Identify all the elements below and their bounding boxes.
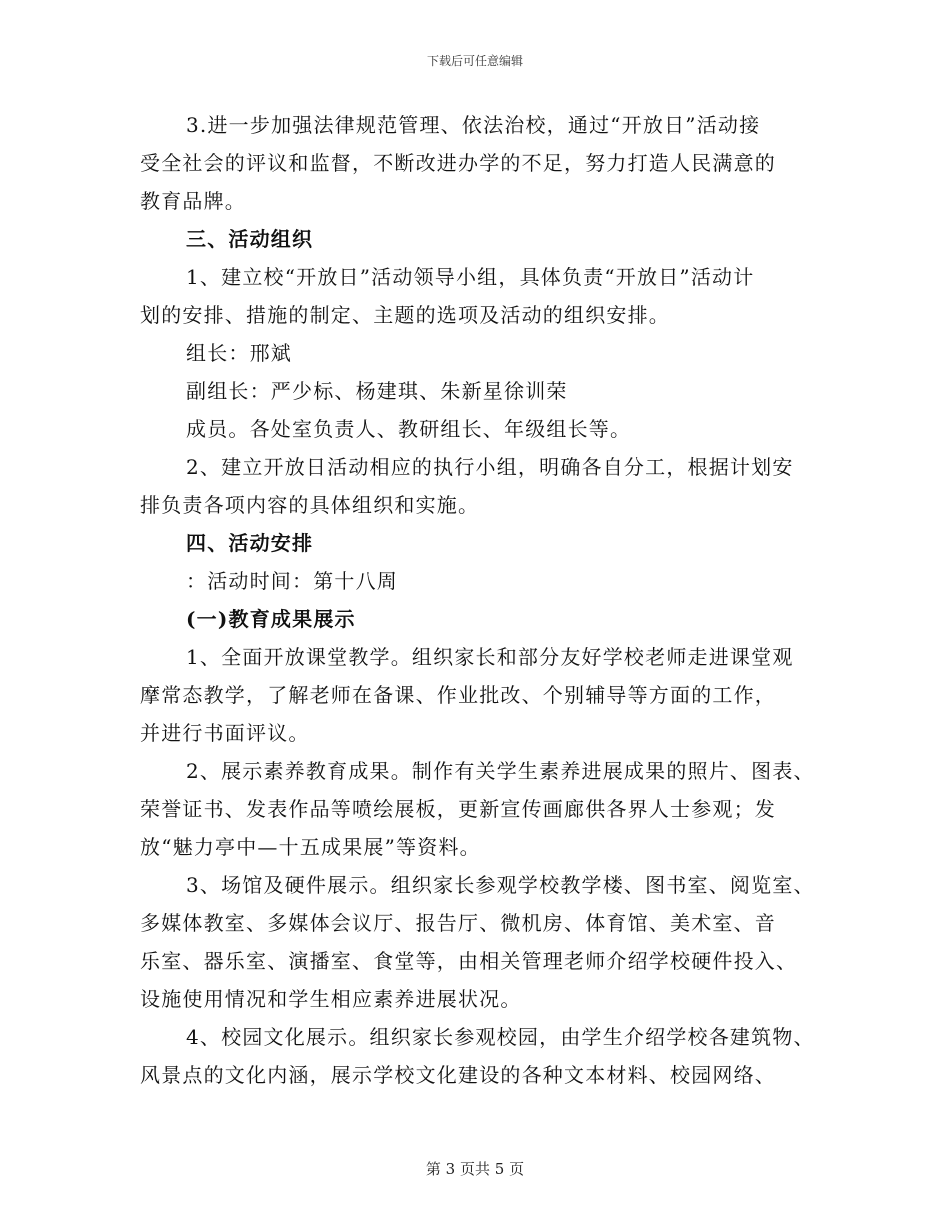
paragraph-line: 成员。各处室负责人、教研组长、年级组长等。: [186, 417, 632, 441]
section-heading: 四、活动安排: [186, 531, 314, 555]
paragraph-line: 多媒体教室、多媒体会议厅、报告厅、微机房、体育馆、美术室、音: [140, 911, 776, 935]
paragraph-line: 设施使用情况和学生相应素养进展状况。: [140, 987, 522, 1011]
subsection-heading: (一)教育成果展示: [186, 607, 356, 631]
paragraph-line: 教育品牌。: [140, 189, 246, 213]
page-header: 下载后可任意编辑: [426, 54, 523, 68]
paragraph-line: 摩常态教学，了解老师在备课、作业批改、个别辅导等方面的工作，: [140, 683, 776, 707]
paragraph-line: 乐室、器乐室、演播室、食堂等，由相关管理老师介绍学校硬件投入、: [140, 949, 798, 973]
paragraph-line: 3、场馆及硬件展示。组织家长参观学校教学楼、图书室、阅览室、: [186, 873, 815, 897]
page-footer: 第 3 页共 5 页: [425, 1160, 525, 1178]
paragraph-line: 2、展示素养教育成果。制作有关学生素养进展成果的照片、图表、: [186, 759, 815, 783]
paragraph-line: 2、建立开放日活动相应的执行小组，明确各自分工，根据计划安: [186, 455, 794, 479]
paragraph-line: 3.进一步加强法律规范管理、依法治校，通过“开放日”活动接: [186, 113, 761, 137]
paragraph-line: 并进行书面评议。: [140, 721, 310, 745]
section-heading: 三、活动组织: [186, 227, 314, 251]
paragraph-line: 排负责各项内容的具体组织和实施。: [140, 493, 480, 517]
paragraph-line: 4、校园文化展示。组织家长参观校园，由学生介绍学校各建筑物、: [186, 1025, 815, 1049]
paragraph-line: 组长：邢斌: [186, 341, 292, 365]
paragraph-line: 荣誉证书、发表作品等喷绘展板，更新宣传画廊供各界人士参观；发: [140, 797, 776, 821]
paragraph-line: 划的安排、措施的制定、主题的选项及活动的组织安排。: [140, 303, 670, 327]
paragraph-line: 副组长：严少标、杨建琪、朱新星徐训荣: [186, 379, 568, 403]
paragraph-line: 受全社会的评议和监督，不断改进办学的不足，努力打造人民满意的: [140, 151, 776, 175]
paragraph-line: 放“魅力亭中—十五成果展”等资料。: [140, 835, 481, 859]
paragraph-line: 风景点的文化内涵，展示学校文化建设的各种文本材料、校园网络、: [140, 1063, 776, 1087]
paragraph-line: 1、建立校“开放日”活动领导小组，具体负责“开放日”活动计: [186, 265, 755, 289]
paragraph-line: ：活动时间：第十八周: [186, 569, 398, 593]
paragraph-line: 1、全面开放课堂教学。组织家长和部分友好学校老师走进课堂观: [186, 645, 794, 669]
